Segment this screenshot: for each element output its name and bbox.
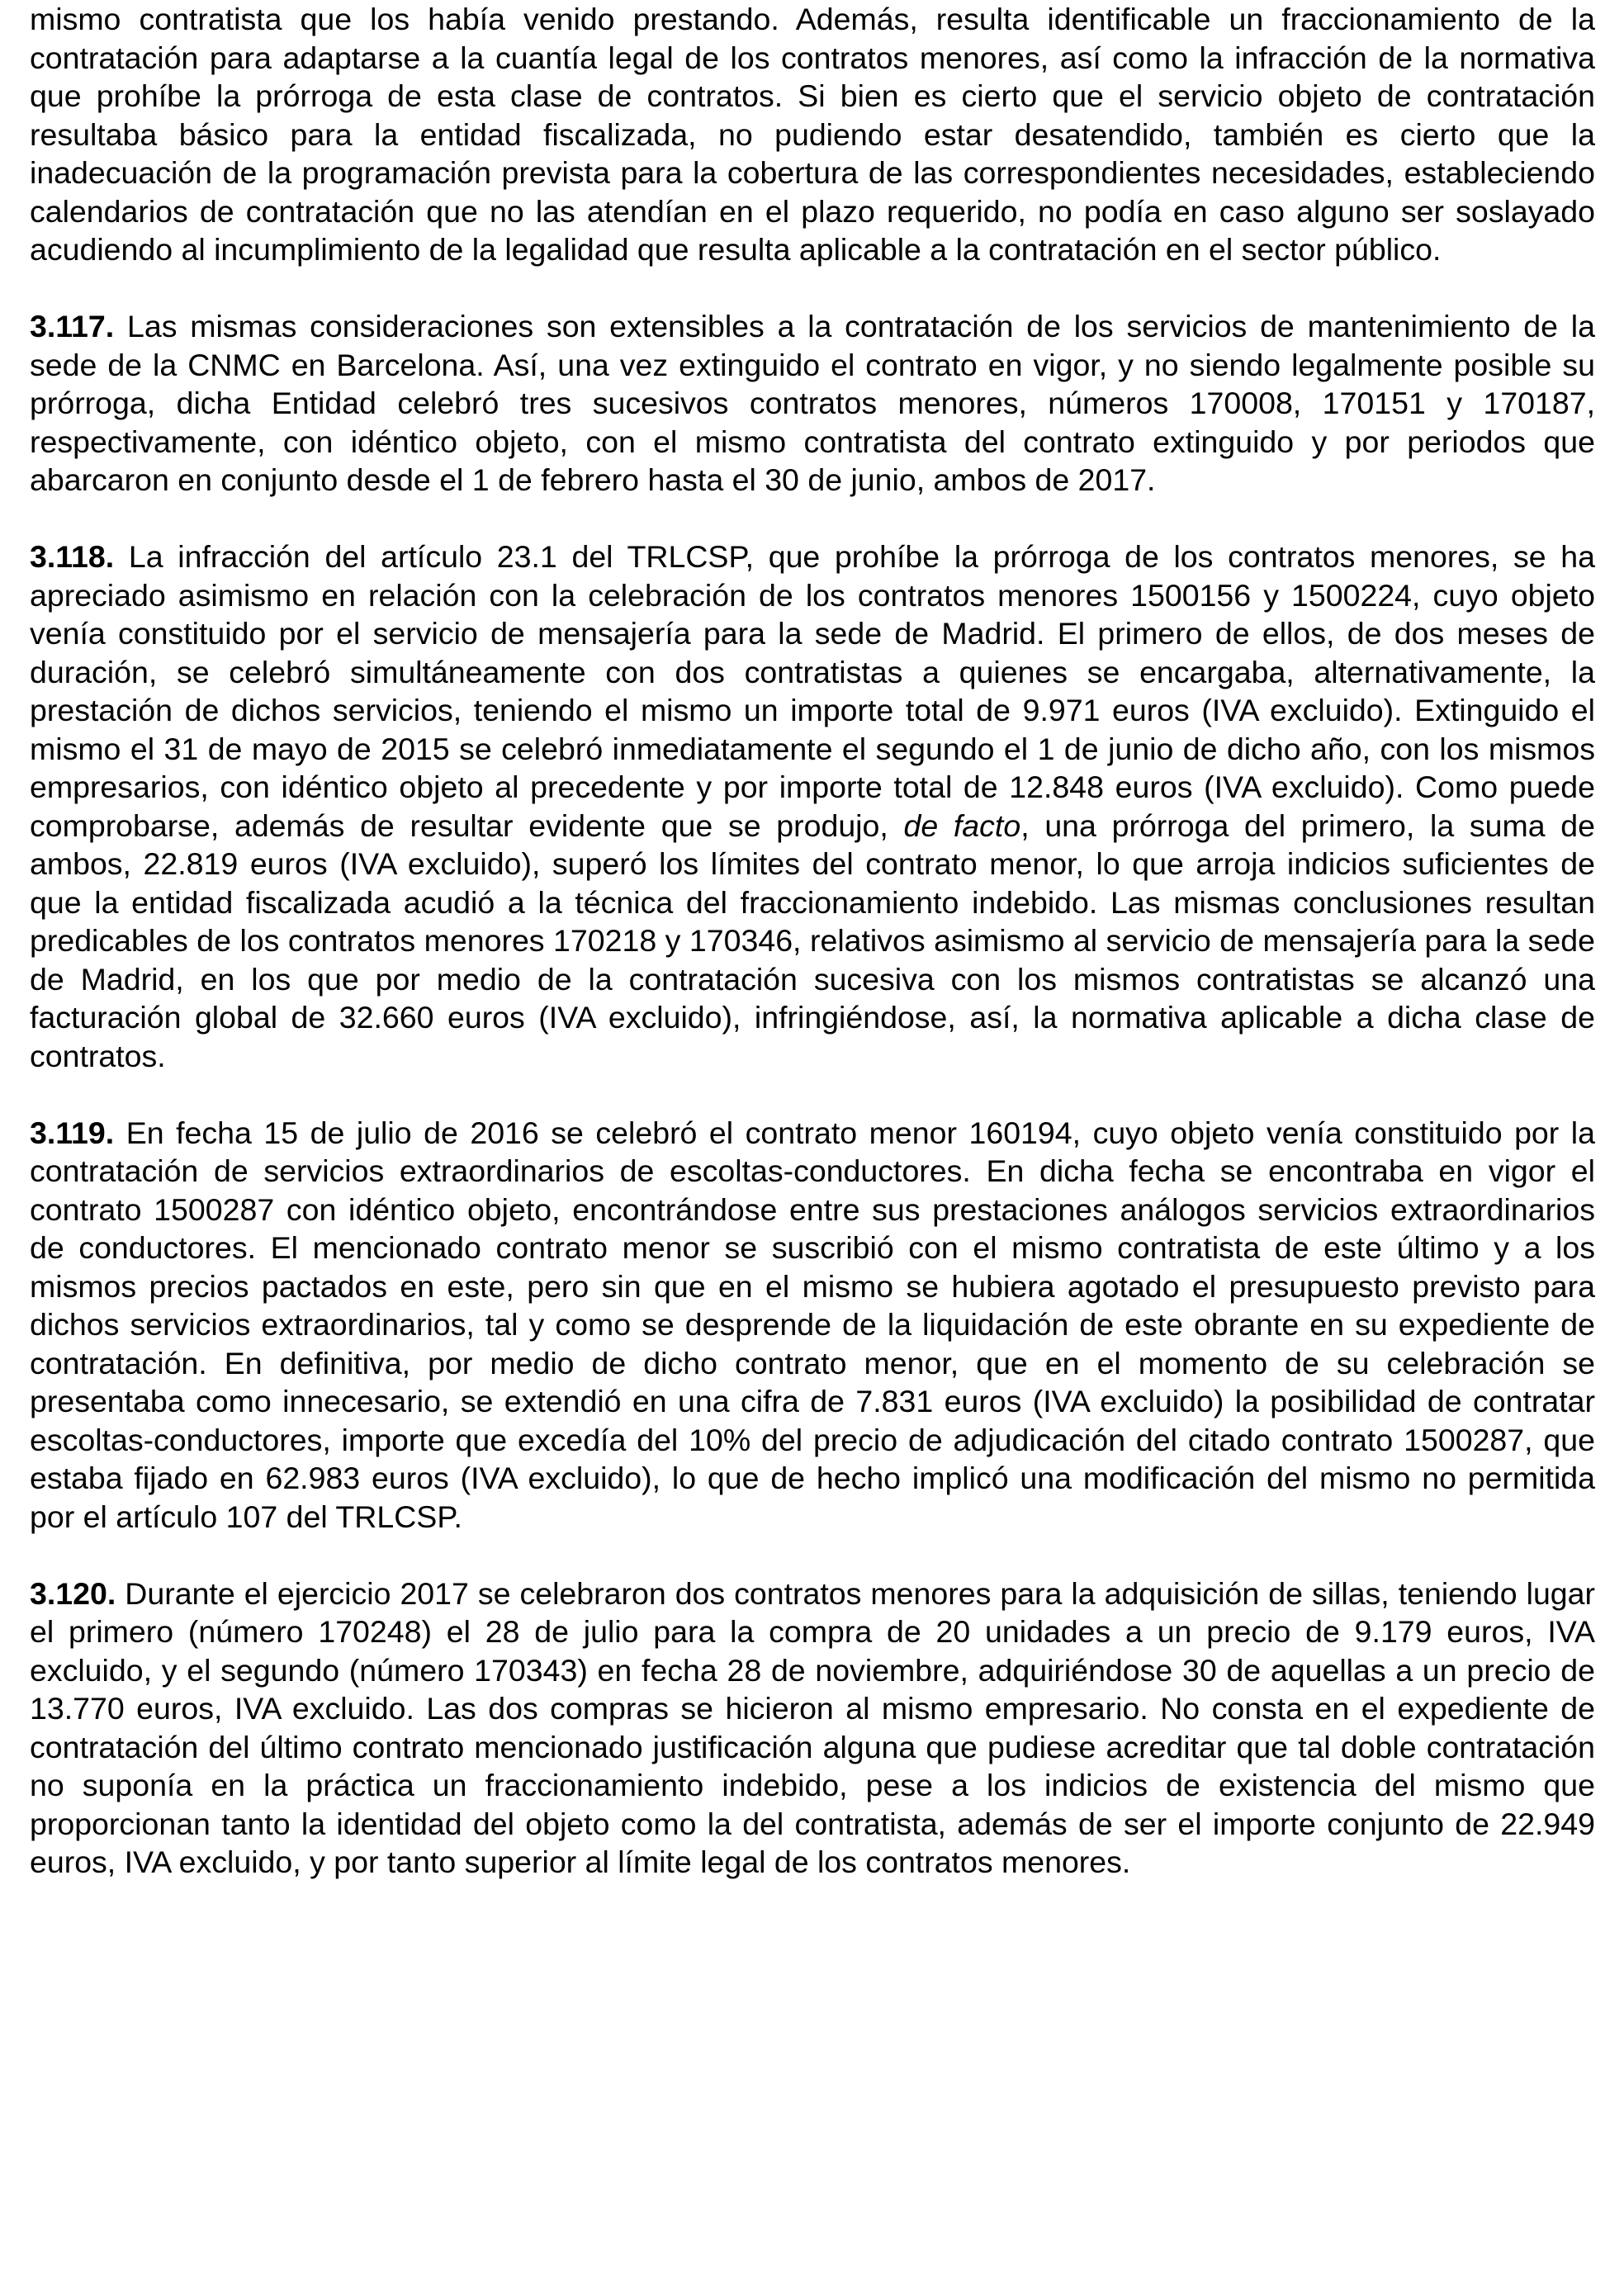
- paragraph-number: 3.118.: [30, 539, 115, 574]
- document-page: [30, 0, 1595, 1920]
- paragraph-3-117: [30, 307, 1595, 500]
- paragraph-continuation: [30, 0, 1595, 269]
- paragraph-text: mismo contratista que los había venido prestando. Además, resulta identificable un fraccionamiento de la contratación para adaptarse a la cuantía legal de los contratos menores, así como la infracción de la normativa que prohíbe la prórroga de esta clase de contratos. Si bien es cierto que el servicio objeto de contratación resultaba básico para la entidad fiscalizada, no pudiendo estar desatendido, también es cierto que la inadecuación de la programación prevista para la cobertura de las correspondientes necesidades, estableciendo calendarios de contratación que no las atendían en el plazo requerido, no podía en caso alguno ser soslayado acudiendo al incumplimiento de la legalidad que resulta aplicable a la contratación en el sector público.: [30, 2, 1595, 267]
- paragraph-number: 3.119.: [30, 1115, 115, 1150]
- paragraph-text-after-italic: , una prórroga del primero, la suma de ambos, 22.819 euros (IVA excluido), superó los límites del contrato menor, lo que arroja indicios suficientes de que la entidad fiscalizada acudió a la técnica del fraccionamiento indebido. Las mismas conclusiones resultan predicables de los contratos menores 170218 y 170346, relativos asimismo al servicio de mensajería para la sede de Madrid, en los que por medio de la contratación sucesiva con los mismos contratistas se alcanzó una facturación global de 32.660 euros (IVA excluido), infringiéndose, así, la normativa aplicable a dicha clase de contratos.: [30, 807, 1595, 1073]
- paragraph-text: Las mismas consideraciones son extensibles a la contratación de los servicios de mantenimiento de la sede de la CNMC en Barcelona. Así, una vez extinguido el contrato en vigor, y no siendo legalmente posible su prórroga, dicha Entidad celebró tres sucesivos contratos menores, números 170008, 170151 y 170187, respectivamente, con idéntico objeto, con el mismo contratista del contrato extinguido y por periodos que abarcaron en conjunto desde el 1 de febrero hasta el 30 de junio, ambos de 2017.: [30, 309, 1595, 497]
- paragraph-text: Durante el ejercicio 2017 se celebraron dos contratos menores para la adquisición de sillas, teniendo lugar el primero (número 170248) el 28 de julio para la compra de 20 unidades a un precio de 9.179 euros, IVA excluido, y el segundo (número 170343) en fecha 28 de noviembre, adquiriéndose 30 de aquellas a un precio de 13.770 euros, IVA excluido. Las dos compras se hicieron al mismo empresario. No consta en el expediente de contratación del último contrato mencionado justificación alguna que pudiese acreditar que tal doble contratación no suponía en la práctica un fraccionamiento indebido, pese a los indicios de existencia del mismo que proporcionan tanto la identidad del objeto como la del contratista, además de ser el importe conjunto de 22.949 euros, IVA excluido, y por tanto superior al límite legal de los contratos menores.: [30, 1575, 1596, 1879]
- paragraph-text: En fecha 15 de julio de 2016 se celebró el contrato menor 160194, cuyo objeto venía constituido por la contratación de servicios extraordinarios de escoltas-conductores. En dicha fecha se encontraba en vigor el contrato 1500287 con idéntico objeto, encontrándose entre sus prestaciones análogos servicios extraordinarios de conductores. El mencionado contrato menor se suscribió con el mismo contratista de este último y a los mismos precios pactados en este, pero sin que en el mismo se hubiera agotado el presupuesto previsto para dichos servicios extraordinarios, tal y como se desprende de la liquidación de este obrante en su expediente de contratación. En definitiva, por medio de dicho contrato menor, que en el momento de su celebración se presentaba como innecesario, se extendió en una cifra de 7.831 euros (IVA excluido) la posibilidad de contratar escoltas-conductores, importe que excedía del 10% del precio de adjudicación del citado contrato 1500287, que estaba fijado en 62.983 euros (IVA excluido), lo que de hecho implicó una modificación del mismo no permitida por el artículo 107 del TRLCSP.: [30, 1115, 1595, 1534]
- paragraph-number: 3.117.: [30, 309, 115, 343]
- italic-phrase: de facto: [903, 807, 1021, 843]
- paragraph-number: 3.120.: [30, 1575, 116, 1611]
- paragraph-3-119: [30, 1114, 1595, 1537]
- paragraph-3-120: [30, 1575, 1595, 1882]
- paragraph-text-before-italic: La infracción del artículo 23.1 del TRLCSP, que prohíbe la prórroga de los contratos menores, se ha apreciado asimismo en relación con la celebración de los contratos menores 1500156 y 1500224, cuyo objeto venía constituido por el servicio de mensajería para la sede de Madrid. El primero de ellos, de dos meses de duración, se celebró simultáneamente con dos contratistas a quienes se encargaba, alternativamente, la prestación de dichos servicios, teniendo el mismo un importe total de 9.971 euros (IVA excluido). Extinguido el mismo el 31 de mayo de 2015 se celebró inmediatamente el segundo el 1 de junio de dicho año, con los mismos empresarios, con idéntico objeto al precedente y por importe total de 12.848 euros (IVA excluido). Como puede comprobarse, además de resultar evidente que se produjo,: [30, 539, 1595, 843]
- paragraph-3-118: [30, 537, 1595, 1075]
